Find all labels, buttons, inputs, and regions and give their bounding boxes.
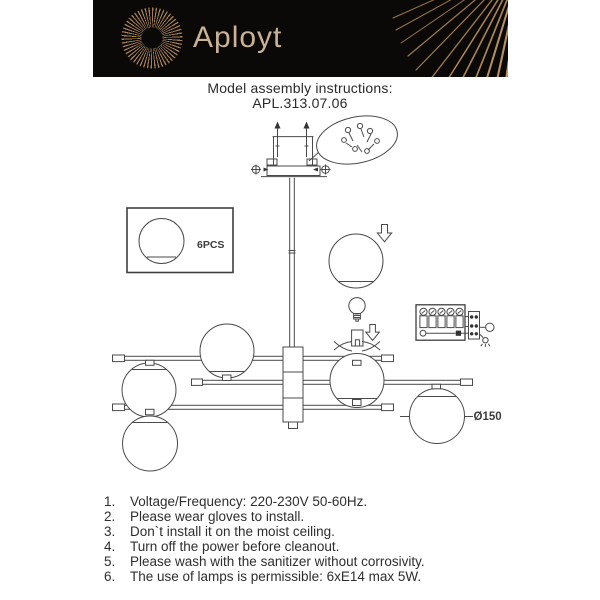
instruction-item: Voltage/Frequency: 220-230V 50-60Hz. bbox=[130, 494, 368, 509]
central-column bbox=[283, 347, 303, 429]
instruction-item: Please wear gloves to install. bbox=[130, 508, 305, 524]
suspension-rod bbox=[289, 178, 296, 347]
glass-globe bbox=[329, 234, 383, 288]
bulb-socket bbox=[334, 298, 380, 351]
down-arrow-icon bbox=[366, 325, 380, 341]
instruction-item: Turn off the power before cleanout. bbox=[130, 538, 340, 554]
instruction-item: The use of lamps is permissible: 6xE14 max 5W. bbox=[130, 568, 422, 584]
connector-block bbox=[469, 312, 480, 340]
screw-icon bbox=[275, 122, 310, 158]
model-number: APL.313.07.06 bbox=[252, 95, 348, 111]
instruction-item: Please wash with the sanitizer without corrosivity. bbox=[130, 553, 425, 569]
wiring-diagram bbox=[416, 305, 494, 347]
lamp-socket bbox=[352, 330, 363, 346]
ceiling-mount bbox=[251, 122, 331, 348]
parts-box bbox=[127, 208, 233, 273]
hardware-callout bbox=[309, 109, 402, 171]
glass-globe bbox=[123, 416, 178, 471]
lamp-symbol-icon bbox=[480, 334, 490, 347]
wire-nut-icon bbox=[486, 323, 494, 331]
bulb-icon bbox=[349, 298, 365, 322]
brand-name: Aployt bbox=[193, 21, 283, 54]
chandelier bbox=[113, 324, 502, 471]
instruction-item: Don`t install it on the moist ceiling. bbox=[130, 523, 335, 539]
install-globe bbox=[329, 225, 392, 289]
glass-globe bbox=[200, 324, 254, 378]
parts-count-label: 6PCS bbox=[197, 239, 225, 251]
down-arrow-icon bbox=[377, 225, 391, 242]
page-title: Model assembly instructions: bbox=[207, 80, 393, 96]
instructions-list bbox=[0, 495, 600, 584]
diameter-label: Ø150 bbox=[473, 411, 502, 423]
